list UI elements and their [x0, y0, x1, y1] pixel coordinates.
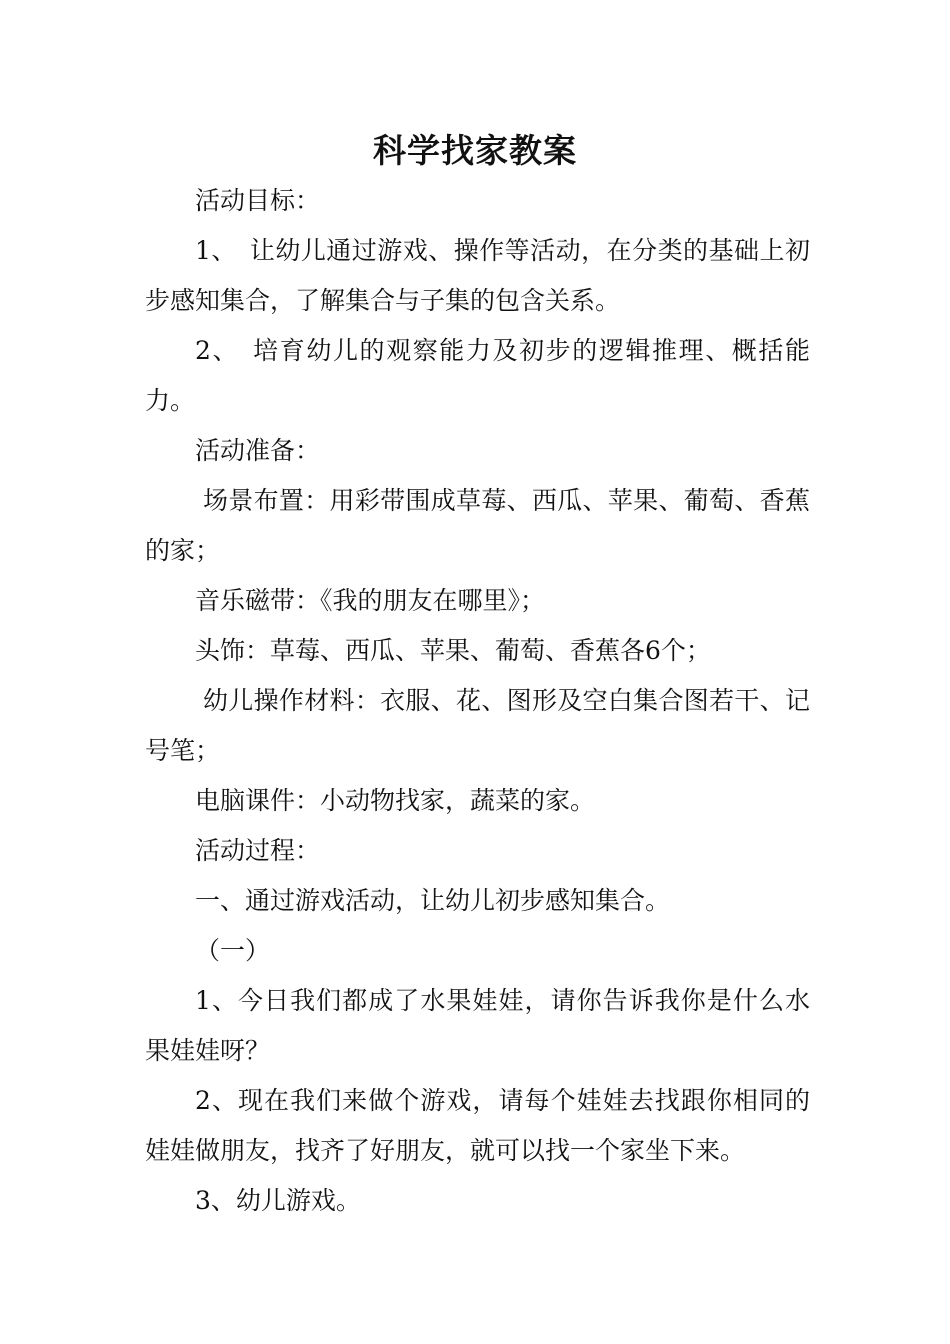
paragraph-preparation-heading: 活动准备：	[195, 436, 321, 465]
paragraph-step-one: 一、通过游戏活动，让幼儿初步感知集合。	[195, 886, 671, 915]
paragraph-materials: 幼儿操作材料：衣服、花、图形及空白集合图若干、记号笔；	[145, 686, 810, 765]
paragraph-goal-1: 1、 让幼儿通过游戏、操作等活动，在分类的基础上初步感知集合，了解集合与子集的包含关系。	[145, 236, 810, 315]
paragraph-item-1: 1、今日我们都成了水果娃娃，请你告诉我你是什么水果娃娃呀？	[145, 986, 810, 1065]
paragraph-headwear: 头饰：草莓、西瓜、苹果、葡萄、香蕉各6个；	[195, 636, 711, 665]
paragraph-item-2: 2、现在我们来做个游戏，请每个娃娃去找跟你相同的娃娃做朋友，找齐了好朋友，就可以找一个家坐下来。	[145, 1086, 810, 1165]
paragraph-scene-setup: 场景布置：用彩带围成草莓、西瓜、苹果、葡萄、香蕉的家；	[145, 486, 810, 565]
paragraph-activity-goals-heading: 活动目标：	[195, 186, 321, 215]
paragraph-subsection: （一）	[195, 936, 271, 965]
page-title: 科学找家教案	[373, 131, 577, 170]
paragraph-goal-2: 2、 培育幼儿的观察能力及初步的逻辑推理、概括能力。	[145, 336, 810, 415]
paragraph-courseware: 电脑课件：小动物找家，蔬菜的家。	[195, 786, 596, 815]
paragraph-process-heading: 活动过程：	[195, 836, 321, 865]
paragraph-music-tape: 音乐磁带：《我的朋友在哪里》；	[195, 586, 546, 615]
paragraph-item-3: 3、幼儿游戏。	[195, 1186, 361, 1215]
